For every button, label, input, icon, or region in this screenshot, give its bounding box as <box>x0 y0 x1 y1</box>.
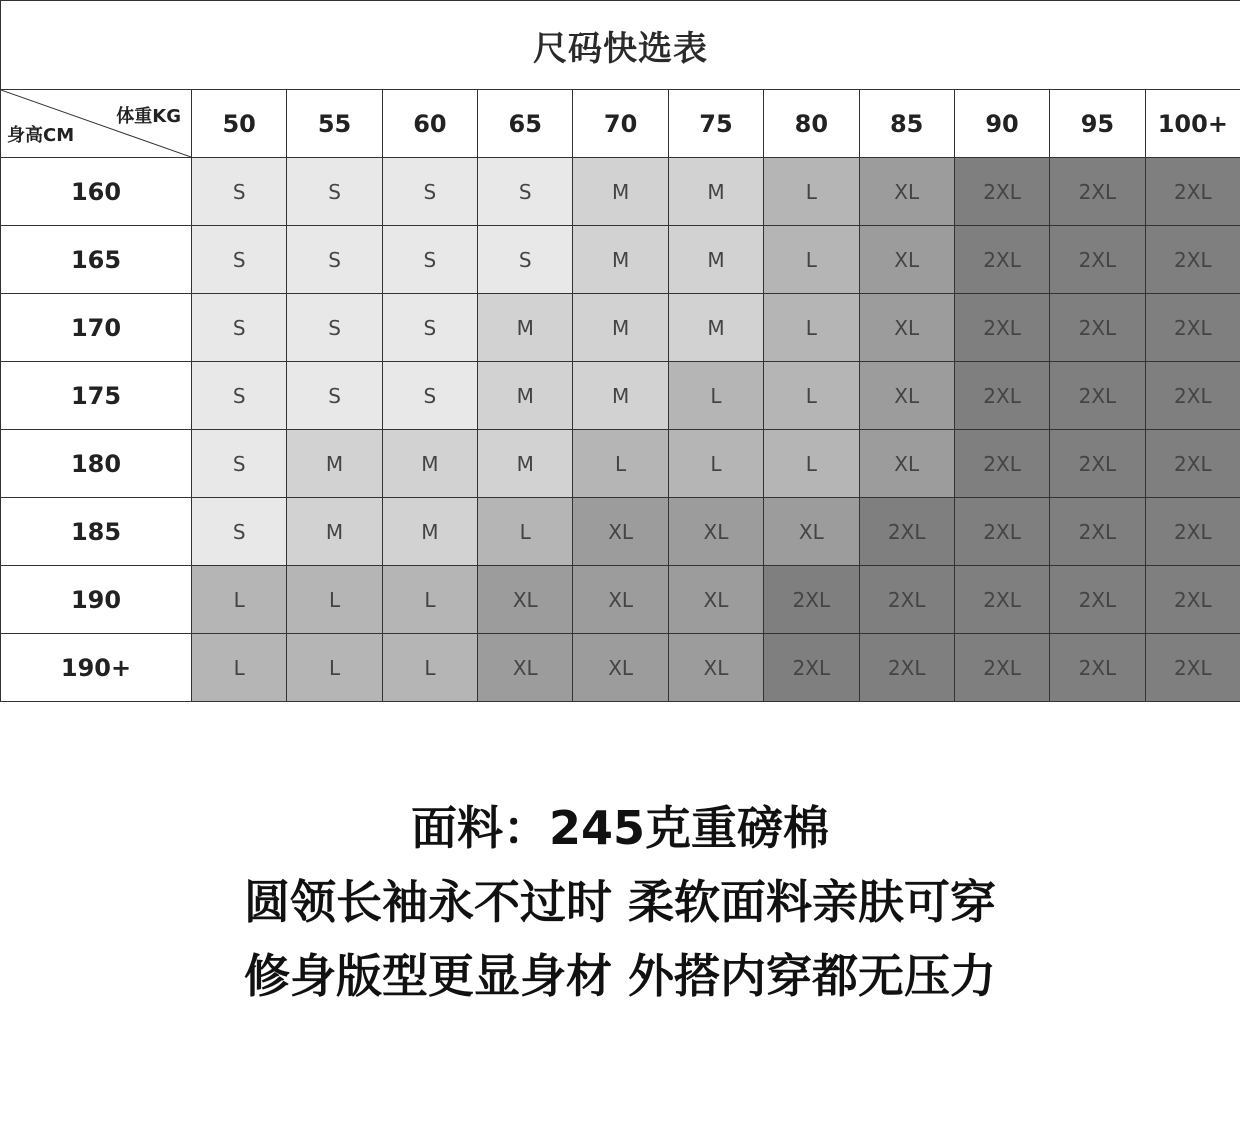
table-row <box>1 566 1240 634</box>
size-cell: L <box>764 362 859 430</box>
weight-header-cell: 75 <box>668 90 763 158</box>
fabric-description: 面料：245克重磅棉 <box>410 801 830 855</box>
size-cell: M <box>573 158 668 226</box>
size-cell: S <box>192 498 287 566</box>
size-cell: S <box>287 362 382 430</box>
size-cell: S <box>192 294 287 362</box>
weight-header-cell: 65 <box>478 90 573 158</box>
size-cell: S <box>287 294 382 362</box>
weight-header-cell: 80 <box>764 90 859 158</box>
size-cell: 2XL <box>764 634 859 702</box>
weight-header-cell: 60 <box>382 90 477 158</box>
size-cell: XL <box>859 158 954 226</box>
table-row <box>1 498 1240 566</box>
size-cell: 2XL <box>1050 634 1145 702</box>
size-cell: 2XL <box>859 498 954 566</box>
size-cell: XL <box>859 294 954 362</box>
size-cell: L <box>764 294 859 362</box>
size-cell: XL <box>859 430 954 498</box>
size-cell: S <box>478 158 573 226</box>
size-cell: XL <box>668 634 763 702</box>
size-cell: 2XL <box>1145 158 1240 226</box>
size-cell: 2XL <box>954 566 1049 634</box>
size-cell: XL <box>859 362 954 430</box>
weight-axis-label: 体重KG <box>116 106 181 127</box>
style-description: 圆领长袖永不过时 柔软面料亲肤可穿 <box>243 875 996 929</box>
size-cell: 2XL <box>954 498 1049 566</box>
height-header-cell: 175 <box>1 362 192 430</box>
weight-header-cell: 90 <box>954 90 1049 158</box>
size-cell: L <box>764 158 859 226</box>
size-cell: 2XL <box>954 294 1049 362</box>
height-header-cell: 190 <box>1 566 192 634</box>
size-cell: S <box>287 226 382 294</box>
weight-header-cell: 70 <box>573 90 668 158</box>
size-cell: 2XL <box>1145 498 1240 566</box>
table-row <box>1 294 1240 362</box>
corner-header-cell <box>1 90 192 158</box>
height-header-cell: 185 <box>1 498 192 566</box>
size-cell: M <box>573 294 668 362</box>
size-cell: M <box>668 226 763 294</box>
size-cell: M <box>573 226 668 294</box>
size-cell: XL <box>668 498 763 566</box>
size-cell: L <box>192 566 287 634</box>
size-cell: M <box>573 362 668 430</box>
weight-header-cell: 95 <box>1050 90 1145 158</box>
weight-header-cell: 55 <box>287 90 382 158</box>
size-cell: 2XL <box>1145 362 1240 430</box>
size-cell: S <box>192 226 287 294</box>
size-cell: L <box>764 430 859 498</box>
size-cell: 2XL <box>1050 498 1145 566</box>
height-axis-label: 身高CM <box>7 125 75 146</box>
weight-header-cell: 85 <box>859 90 954 158</box>
height-header-cell: 160 <box>1 158 192 226</box>
size-cell: 2XL <box>859 634 954 702</box>
size-cell: 2XL <box>1050 294 1145 362</box>
size-cell: 2XL <box>1050 430 1145 498</box>
size-cell: L <box>668 430 763 498</box>
size-cell: XL <box>478 566 573 634</box>
size-cell: M <box>478 362 573 430</box>
size-cell: M <box>382 430 477 498</box>
size-cell: L <box>287 634 382 702</box>
weight-header-row <box>1 90 1240 158</box>
size-cell: S <box>192 362 287 430</box>
weight-header-cell: 50 <box>192 90 287 158</box>
size-cell: XL <box>573 634 668 702</box>
size-cell: M <box>478 430 573 498</box>
size-cell: M <box>478 294 573 362</box>
size-cell: XL <box>478 634 573 702</box>
size-cell: 2XL <box>954 430 1049 498</box>
size-cell: S <box>382 362 477 430</box>
size-cell: M <box>668 158 763 226</box>
fit-description: 修身版型更显身材 外搭内穿都无压力 <box>243 949 996 1003</box>
table-row <box>1 158 1240 226</box>
height-header-cell: 170 <box>1 294 192 362</box>
size-cell: 2XL <box>954 226 1049 294</box>
size-cell: 2XL <box>1050 158 1145 226</box>
size-cell: L <box>287 566 382 634</box>
height-header-cell: 165 <box>1 226 192 294</box>
size-cell: S <box>382 158 477 226</box>
size-cell: XL <box>573 566 668 634</box>
size-cell: M <box>287 430 382 498</box>
size-cell: 2XL <box>764 566 859 634</box>
height-header-cell: 190+ <box>1 634 192 702</box>
weight-header-cell: 100+ <box>1145 90 1240 158</box>
size-cell: S <box>287 158 382 226</box>
size-cell: XL <box>573 498 668 566</box>
size-cell: 2XL <box>1145 634 1240 702</box>
size-cell: S <box>478 226 573 294</box>
size-cell: XL <box>859 226 954 294</box>
size-cell: M <box>668 294 763 362</box>
size-cell: 2XL <box>954 362 1049 430</box>
size-cell: M <box>382 498 477 566</box>
size-cell: S <box>192 430 287 498</box>
size-cell: XL <box>764 498 859 566</box>
size-cell: L <box>382 566 477 634</box>
size-cell: L <box>478 498 573 566</box>
size-cell: L <box>573 430 668 498</box>
height-header-cell: 180 <box>1 430 192 498</box>
size-cell: L <box>192 634 287 702</box>
size-cell: S <box>192 158 287 226</box>
table-row <box>1 634 1240 702</box>
size-cell: 2XL <box>1145 294 1240 362</box>
chart-title: 尺码快选表 <box>1 1 1240 90</box>
size-cell: 2XL <box>954 158 1049 226</box>
size-cell: S <box>382 226 477 294</box>
table-row <box>1 362 1240 430</box>
size-cell: 2XL <box>1050 362 1145 430</box>
size-cell: 2XL <box>1145 566 1240 634</box>
size-cell: 2XL <box>954 634 1049 702</box>
size-cell: L <box>382 634 477 702</box>
table-row <box>1 226 1240 294</box>
size-cell: 2XL <box>1145 430 1240 498</box>
size-cell: M <box>287 498 382 566</box>
size-cell: 2XL <box>1050 226 1145 294</box>
table-row <box>1 430 1240 498</box>
size-cell: 2XL <box>1145 226 1240 294</box>
size-cell: XL <box>668 566 763 634</box>
size-cell: 2XL <box>859 566 954 634</box>
size-cell: 2XL <box>1050 566 1145 634</box>
size-cell: S <box>382 294 477 362</box>
size-cell: L <box>668 362 763 430</box>
size-cell: L <box>764 226 859 294</box>
